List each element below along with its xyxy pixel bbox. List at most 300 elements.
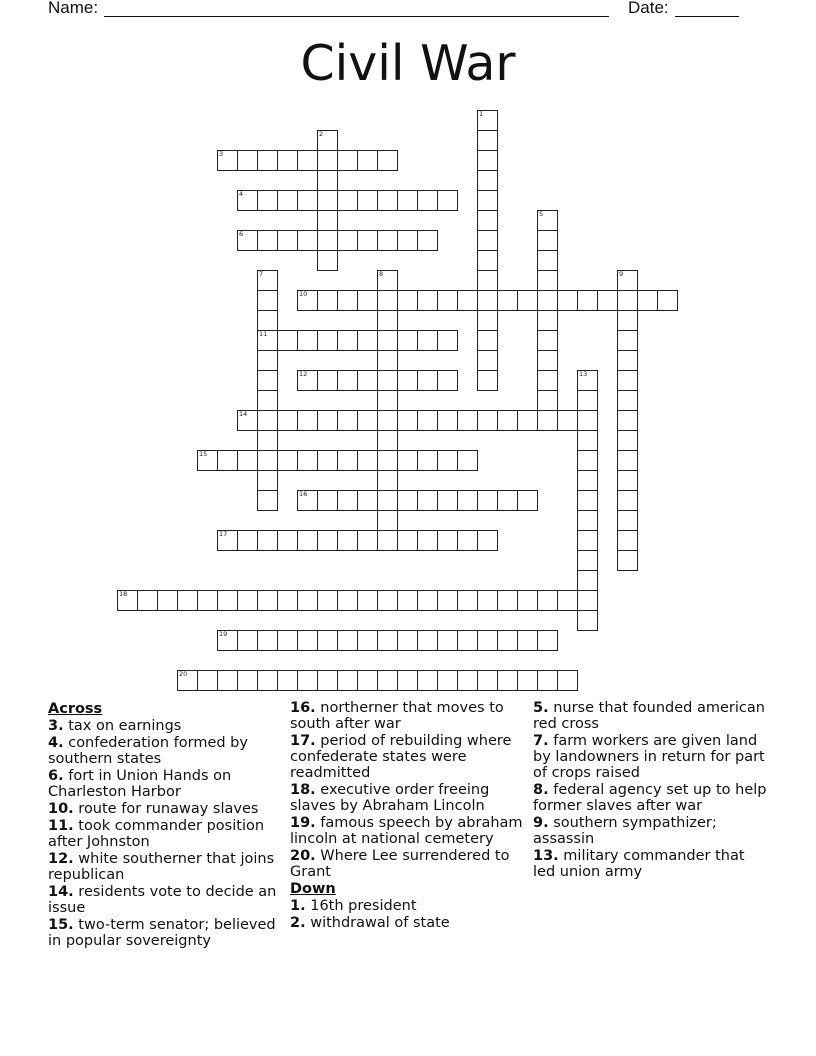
grid-cell[interactable]: [397, 670, 418, 691]
grid-cell[interactable]: [557, 590, 578, 611]
grid-cell[interactable]: [377, 390, 398, 411]
grid-cell[interactable]: [257, 630, 278, 651]
clue-number: 4.: [48, 735, 64, 751]
grid-cell[interactable]: [617, 290, 638, 311]
grid-cell[interactable]: [317, 150, 338, 171]
grid-cell[interactable]: [517, 410, 538, 431]
grid-cell[interactable]: [337, 410, 358, 431]
grid-cell[interactable]: [457, 630, 478, 651]
grid-cell[interactable]: [477, 290, 498, 311]
grid-cell[interactable]: [577, 470, 598, 491]
grid-cell[interactable]: [537, 330, 558, 351]
grid-cell[interactable]: [337, 230, 358, 251]
clue-text: southern sympathizer; assassin: [533, 815, 717, 847]
grid-cell[interactable]: [377, 430, 398, 451]
grid-cell[interactable]: [377, 510, 398, 531]
grid-cell[interactable]: [477, 250, 498, 271]
grid-cell[interactable]: [617, 430, 638, 451]
grid-cell[interactable]: [257, 350, 278, 371]
clue-column-3: [533, 700, 768, 881]
grid-cell[interactable]: [577, 530, 598, 551]
grid-cell[interactable]: [537, 250, 558, 271]
grid-cell[interactable]: [397, 590, 418, 611]
grid-cell[interactable]: [377, 350, 398, 371]
grid-cell[interactable]: [417, 330, 438, 351]
clue-column-1: [48, 700, 283, 950]
grid-cell[interactable]: [477, 350, 498, 371]
grid-cell[interactable]: [377, 410, 398, 431]
grid-cell[interactable]: [357, 590, 378, 611]
clue-item: [533, 815, 768, 847]
grid-cell[interactable]: [397, 370, 418, 391]
grid-cell[interactable]: [357, 670, 378, 691]
grid-cell[interactable]: [577, 290, 598, 311]
grid-cell[interactable]: [297, 590, 318, 611]
clue-number-label: 9: [619, 270, 624, 278]
grid-cell[interactable]: [397, 290, 418, 311]
grid-cell[interactable]: [357, 230, 378, 251]
grid-cell[interactable]: [197, 670, 218, 691]
grid-cell[interactable]: [617, 550, 638, 571]
grid-cell[interactable]: [277, 530, 298, 551]
grid-cell[interactable]: [377, 450, 398, 471]
clue-number: 15.: [48, 917, 74, 933]
clue-text: Where Lee surrendered to Grant: [290, 848, 510, 880]
grid-cell[interactable]: [537, 590, 558, 611]
grid-cell[interactable]: [337, 490, 358, 511]
grid-cell[interactable]: [337, 330, 358, 351]
clue-number-label: 1: [479, 110, 484, 118]
clue-number-label: 3: [219, 150, 224, 158]
grid-cell[interactable]: [517, 590, 538, 611]
grid-cell[interactable]: [257, 290, 278, 311]
grid-cell[interactable]: [397, 330, 418, 351]
clue-number: 3.: [48, 718, 64, 734]
grid-cell[interactable]: [157, 590, 178, 611]
clue-number: 9.: [533, 815, 549, 831]
grid-cell[interactable]: [317, 410, 338, 431]
grid-cell[interactable]: [477, 270, 498, 291]
clue-number: 2.: [290, 915, 306, 931]
grid-cell[interactable]: [477, 670, 498, 691]
grid-cell[interactable]: [557, 290, 578, 311]
grid-cell[interactable]: [617, 370, 638, 391]
grid-cell[interactable]: [537, 310, 558, 331]
clue-text: tax on earnings: [63, 718, 182, 734]
grid-cell[interactable]: [477, 590, 498, 611]
clue-number: 17.: [290, 733, 316, 749]
grid-cell[interactable]: [417, 410, 438, 431]
grid-cell[interactable]: [357, 630, 378, 651]
clue-number-label: 2: [319, 130, 324, 138]
grid-cell[interactable]: [477, 210, 498, 231]
grid-cell[interactable]: [517, 490, 538, 511]
grid-cell[interactable]: [377, 370, 398, 391]
grid-cell[interactable]: [477, 230, 498, 251]
clue-number-label: 20: [179, 670, 188, 678]
clue-text: white southerner that joins republican: [48, 851, 275, 883]
grid-cell[interactable]: [417, 490, 438, 511]
clue-item: [48, 818, 283, 850]
grid-cell[interactable]: [397, 190, 418, 211]
grid-cell[interactable]: [377, 490, 398, 511]
grid-cell[interactable]: [437, 450, 458, 471]
grid-cell[interactable]: [617, 410, 638, 431]
grid-cell[interactable]: [357, 190, 378, 211]
grid-cell[interactable]: [377, 290, 398, 311]
clue-text: two-term senator; believed in popular sovereignty: [48, 917, 276, 949]
grid-cell[interactable]: [357, 410, 378, 431]
grid-cell[interactable]: [317, 450, 338, 471]
grid-cell[interactable]: [557, 410, 578, 431]
clue-text: farm workers are given land by landowners in return for part of crops raised: [533, 733, 765, 781]
grid-cell[interactable]: [417, 190, 438, 211]
clue-column-2: [290, 700, 525, 932]
clue-item: [48, 801, 283, 817]
grid-cell[interactable]: [477, 530, 498, 551]
grid-cell[interactable]: [337, 190, 358, 211]
clue-item: [48, 884, 283, 916]
grid-cell[interactable]: [297, 330, 318, 351]
grid-cell[interactable]: [237, 670, 258, 691]
grid-cell[interactable]: [297, 150, 318, 171]
grid-cell[interactable]: [197, 590, 218, 611]
grid-cell[interactable]: [257, 490, 278, 511]
clue-text: took commander position after Johnston: [48, 818, 265, 850]
grid-cell[interactable]: [537, 290, 558, 311]
clue-text: executive order freeing slaves by Abraham Lincoln: [290, 782, 490, 814]
grid-cell[interactable]: [337, 630, 358, 651]
grid-cell[interactable]: [417, 290, 438, 311]
grid-cell[interactable]: [457, 530, 478, 551]
grid-cell[interactable]: [357, 290, 378, 311]
grid-cell[interactable]: [397, 490, 418, 511]
grid-cell[interactable]: [257, 370, 278, 391]
grid-cell[interactable]: [277, 190, 298, 211]
grid-cell[interactable]: [477, 490, 498, 511]
grid-cell[interactable]: [397, 630, 418, 651]
grid-cell[interactable]: [617, 390, 638, 411]
grid-cell[interactable]: [477, 170, 498, 191]
name-label: Name:: [48, 0, 99, 17]
grid-cell[interactable]: [297, 410, 318, 431]
grid-cell[interactable]: [497, 630, 518, 651]
grid-cell[interactable]: [277, 590, 298, 611]
grid-cell[interactable]: [437, 630, 458, 651]
clue-item: [290, 733, 525, 781]
grid-cell[interactable]: [477, 370, 498, 391]
grid-cell[interactable]: [477, 330, 498, 351]
grid-cell[interactable]: [437, 590, 458, 611]
grid-cell[interactable]: [137, 590, 158, 611]
grid-cell[interactable]: [497, 290, 518, 311]
grid-cell[interactable]: [317, 530, 338, 551]
clue-list: [0, 700, 816, 1040]
date-label: Date:: [628, 0, 669, 17]
clue-number: 5.: [533, 700, 549, 716]
grid-cell[interactable]: [537, 270, 558, 291]
grid-cell[interactable]: [277, 230, 298, 251]
grid-cell[interactable]: [257, 310, 278, 331]
clue-number-label: 14: [239, 410, 248, 418]
grid-cell[interactable]: [357, 370, 378, 391]
clue-number-label: 10: [299, 290, 308, 298]
grid-cell[interactable]: [237, 630, 258, 651]
grid-cell[interactable]: [577, 510, 598, 531]
grid-cell[interactable]: [177, 590, 198, 611]
grid-cell[interactable]: [317, 250, 338, 271]
clue-number-label: 8: [379, 270, 384, 278]
grid-cell[interactable]: [377, 670, 398, 691]
grid-cell[interactable]: [237, 530, 258, 551]
grid-cell[interactable]: [357, 150, 378, 171]
grid-cell[interactable]: [257, 470, 278, 491]
grid-cell[interactable]: [437, 370, 458, 391]
grid-cell[interactable]: [217, 450, 238, 471]
grid-cell[interactable]: [537, 630, 558, 651]
grid-cell[interactable]: [397, 530, 418, 551]
grid-cell[interactable]: [257, 410, 278, 431]
grid-cell[interactable]: [517, 290, 538, 311]
grid-cell[interactable]: [537, 350, 558, 371]
grid-cell[interactable]: [257, 670, 278, 691]
grid-cell[interactable]: [277, 630, 298, 651]
grid-cell[interactable]: [257, 190, 278, 211]
grid-cell[interactable]: [337, 590, 358, 611]
puzzle-title: Civil War: [300, 35, 516, 92]
clue-number: 8.: [533, 782, 549, 798]
clue-item: [48, 735, 283, 767]
grid-cell[interactable]: [417, 530, 438, 551]
grid-cell[interactable]: [377, 630, 398, 651]
grid-cell[interactable]: [577, 430, 598, 451]
grid-cell[interactable]: [277, 330, 298, 351]
grid-cell[interactable]: [417, 370, 438, 391]
clue-item: [533, 700, 768, 732]
grid-cell[interactable]: [617, 330, 638, 351]
clue-item: [533, 848, 768, 880]
grid-cell[interactable]: [577, 450, 598, 471]
grid-cell[interactable]: [537, 670, 558, 691]
clue-number-label: 13: [579, 370, 588, 378]
grid-cell[interactable]: [337, 450, 358, 471]
grid-cell[interactable]: [317, 230, 338, 251]
grid-cell[interactable]: [317, 590, 338, 611]
grid-cell[interactable]: [577, 410, 598, 431]
grid-cell[interactable]: [377, 590, 398, 611]
clue-number-label: 16: [299, 490, 308, 498]
grid-cell[interactable]: [317, 190, 338, 211]
grid-cell[interactable]: [337, 290, 358, 311]
grid-cell[interactable]: [317, 210, 338, 231]
grid-cell[interactable]: [537, 230, 558, 251]
grid-cell[interactable]: [477, 630, 498, 651]
grid-cell[interactable]: [617, 310, 638, 331]
grid-cell[interactable]: [217, 590, 238, 611]
grid-cell[interactable]: [497, 670, 518, 691]
grid-cell[interactable]: [617, 490, 638, 511]
grid-cell[interactable]: [257, 150, 278, 171]
clue-text: withdrawal of state: [305, 915, 450, 931]
clue-number: 7.: [533, 733, 549, 749]
grid-cell[interactable]: [277, 150, 298, 171]
grid-cell[interactable]: [517, 630, 538, 651]
clue-number: 16.: [290, 700, 316, 716]
grid-cell[interactable]: [457, 450, 478, 471]
grid-cell[interactable]: [477, 190, 498, 211]
grid-cell[interactable]: [497, 590, 518, 611]
grid-cell[interactable]: [397, 410, 418, 431]
clue-text: nurse that founded american red cross: [533, 700, 765, 732]
clue-item: [290, 815, 525, 847]
grid-cell[interactable]: [617, 510, 638, 531]
grid-cell[interactable]: [437, 670, 458, 691]
grid-cell[interactable]: [377, 470, 398, 491]
grid-cell[interactable]: [377, 530, 398, 551]
grid-cell[interactable]: [437, 410, 458, 431]
clue-number: 6.: [48, 768, 64, 784]
clue-item: [290, 700, 525, 732]
clue-number-label: 4: [239, 190, 244, 198]
grid-cell[interactable]: [577, 550, 598, 571]
grid-cell[interactable]: [577, 570, 598, 591]
grid-cell[interactable]: [617, 450, 638, 471]
grid-cell[interactable]: [617, 350, 638, 371]
grid-cell[interactable]: [317, 290, 338, 311]
grid-cell[interactable]: [537, 390, 558, 411]
grid-cell[interactable]: [217, 670, 238, 691]
grid-cell[interactable]: [477, 410, 498, 431]
across-heading: Across: [48, 701, 103, 717]
grid-cell[interactable]: [257, 530, 278, 551]
grid-cell[interactable]: [237, 450, 258, 471]
grid-cell[interactable]: [477, 150, 498, 171]
grid-cell[interactable]: [297, 670, 318, 691]
grid-cell[interactable]: [297, 630, 318, 651]
clue-item: [48, 851, 283, 883]
grid-cell[interactable]: [437, 530, 458, 551]
clue-number-label: 15: [199, 450, 208, 458]
grid-cell[interactable]: [537, 370, 558, 391]
grid-cell[interactable]: [657, 290, 678, 311]
grid-cell[interactable]: [337, 370, 358, 391]
grid-cell[interactable]: [297, 530, 318, 551]
grid-cell[interactable]: [417, 590, 438, 611]
grid-cell[interactable]: [257, 430, 278, 451]
grid-cell[interactable]: [537, 410, 558, 431]
grid-cell[interactable]: [437, 290, 458, 311]
grid-cell[interactable]: [277, 670, 298, 691]
grid-cell[interactable]: [357, 450, 378, 471]
grid-cell[interactable]: [617, 530, 638, 551]
grid-cell[interactable]: [377, 190, 398, 211]
grid-cell[interactable]: [457, 670, 478, 691]
grid-cell[interactable]: [317, 490, 338, 511]
grid-cell[interactable]: [457, 590, 478, 611]
grid-cell[interactable]: [257, 230, 278, 251]
grid-cell[interactable]: [257, 590, 278, 611]
grid-cell[interactable]: [377, 310, 398, 331]
grid-cell[interactable]: [577, 590, 598, 611]
grid-cell[interactable]: [497, 410, 518, 431]
clue-item: [48, 917, 283, 949]
grid-cell[interactable]: [237, 150, 258, 171]
grid-cell[interactable]: [477, 310, 498, 331]
grid-cell[interactable]: [577, 390, 598, 411]
grid-cell[interactable]: [297, 190, 318, 211]
clue-text: military commander that led union army: [533, 848, 745, 880]
grid-cell[interactable]: [297, 230, 318, 251]
clue-number-label: 17: [219, 530, 228, 538]
grid-cell[interactable]: [337, 150, 358, 171]
clue-number-label: 11: [259, 330, 268, 338]
grid-cell[interactable]: [597, 290, 618, 311]
clue-number-label: 7: [259, 270, 264, 278]
clue-item: [48, 718, 283, 734]
grid-cell[interactable]: [357, 330, 378, 351]
grid-cell[interactable]: [577, 490, 598, 511]
clue-number-label: 5: [539, 210, 544, 218]
grid-cell[interactable]: [417, 630, 438, 651]
clue-number-label: 18: [119, 590, 128, 598]
grid-cell[interactable]: [437, 330, 458, 351]
grid-cell[interactable]: [377, 230, 398, 251]
grid-cell[interactable]: [337, 530, 358, 551]
grid-cell[interactable]: [377, 330, 398, 351]
clue-number: 14.: [48, 884, 74, 900]
clue-number: 13.: [533, 848, 559, 864]
grid-cell[interactable]: [357, 530, 378, 551]
clue-text: northerner that moves to south after war: [290, 700, 504, 732]
grid-cell[interactable]: [237, 590, 258, 611]
grid-cell[interactable]: [377, 150, 398, 171]
grid-cell[interactable]: [497, 490, 518, 511]
grid-cell[interactable]: [437, 190, 458, 211]
grid-cell[interactable]: [557, 670, 578, 691]
grid-cell[interactable]: [317, 330, 338, 351]
grid-cell[interactable]: [317, 670, 338, 691]
grid-cell[interactable]: [477, 130, 498, 151]
grid-cell[interactable]: [317, 370, 338, 391]
grid-cell[interactable]: [297, 450, 318, 471]
grid-cell[interactable]: [457, 410, 478, 431]
grid-cell[interactable]: [337, 670, 358, 691]
grid-cell[interactable]: [457, 290, 478, 311]
grid-cell[interactable]: [277, 450, 298, 471]
grid-cell[interactable]: [577, 610, 598, 631]
grid-cell[interactable]: [397, 230, 418, 251]
grid-cell[interactable]: [617, 470, 638, 491]
clue-item: [533, 782, 768, 814]
grid-cell[interactable]: [417, 450, 438, 471]
clue-number: 10.: [48, 801, 74, 817]
grid-cell[interactable]: [317, 630, 338, 651]
grid-cell[interactable]: [317, 170, 338, 191]
grid-cell[interactable]: [517, 670, 538, 691]
clue-text: confederation formed by southern states: [48, 735, 248, 767]
clue-item: [290, 782, 525, 814]
grid-cell[interactable]: [257, 390, 278, 411]
grid-cell[interactable]: [277, 410, 298, 431]
grid-cell[interactable]: [417, 670, 438, 691]
grid-cell[interactable]: [397, 450, 418, 471]
grid-cell[interactable]: [257, 450, 278, 471]
grid-cell[interactable]: [357, 490, 378, 511]
grid-cell[interactable]: [417, 230, 438, 251]
grid-cell[interactable]: [457, 490, 478, 511]
grid-cell[interactable]: [437, 490, 458, 511]
grid-cell[interactable]: [637, 290, 658, 311]
